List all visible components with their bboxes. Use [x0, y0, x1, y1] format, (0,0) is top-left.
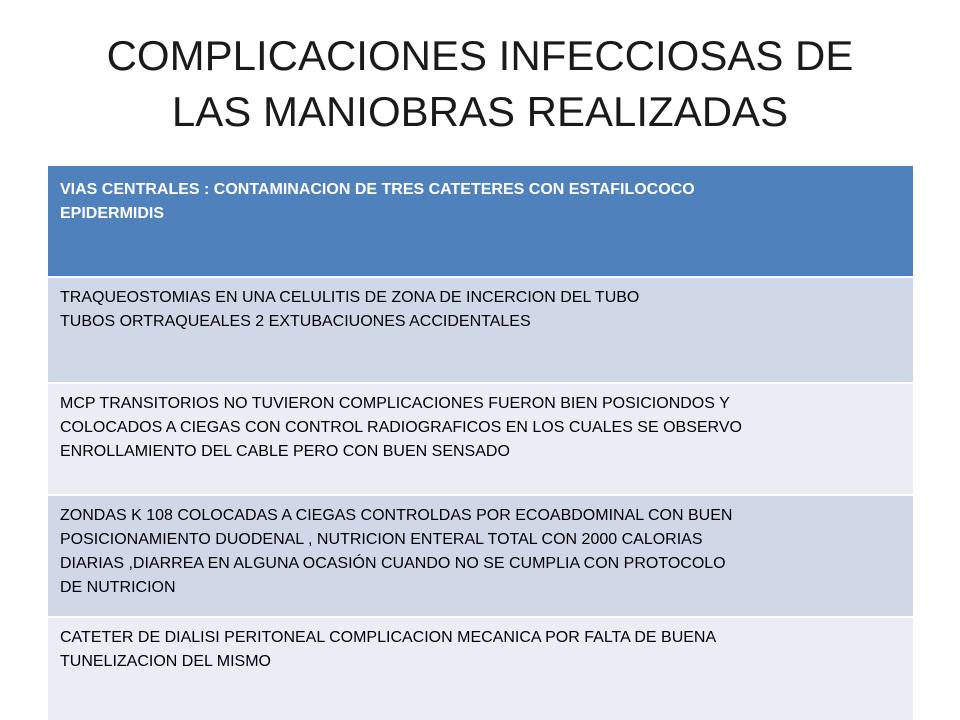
- complications-table: [48, 166, 913, 720]
- cell-text-line: ENROLLAMIENTO DEL CABLE PERO CON BUEN SENSADO: [60, 443, 510, 460]
- table-cell: [48, 617, 913, 720]
- cell-text-line: TUBOS ORTRAQUEALES 2 EXTUBACIUONES ACCIDENTALES: [60, 313, 531, 330]
- table-row-cateter-dialisis: [48, 617, 913, 720]
- slide-title: [60, 28, 900, 158]
- cell-text-line: ZONDAS K 108 COLOCADAS A CIEGAS CONTROLDAS POR ECOABDOMINAL CON BUEN: [60, 507, 733, 524]
- cell-text-line: VIAS CENTRALES : CONTAMINACION DE TRES CATETERES CON ESTAFILOCOCO: [60, 181, 695, 198]
- title-line-1: COMPLICACIONES INFECCIOSAS DE: [106, 32, 854, 79]
- table-row-mcp-transitorios: [48, 383, 913, 495]
- cell-text-line: CATETER DE DIALISI PERITONEAL COMPLICACION MECANICA POR FALTA DE BUENA: [60, 629, 717, 646]
- cell-text-line: EPIDERMIDIS: [60, 205, 165, 222]
- table-cell: [48, 277, 913, 383]
- table-cell: [48, 166, 913, 277]
- cell-text-line: MCP TRANSITORIOS NO TUVIERON COMPLICACIONES FUERON BIEN POSICIONDOS Y: [60, 395, 730, 412]
- title-line-2: LAS MANIOBRAS REALIZADAS: [171, 88, 789, 135]
- cell-text-line: TRAQUEOSTOMIAS EN UNA CELULITIS DE ZONA DE INCERCION DEL TUBO: [60, 289, 640, 306]
- table-cell: [48, 383, 913, 495]
- table-cell: [48, 495, 913, 617]
- cell-text-line: COLOCADOS A CIEGAS CON CONTROL RADIOGRAFICOS EN LOS CUALES SE OBSERVO: [60, 419, 742, 436]
- cell-text-line: DIARIAS ,DIARREA EN ALGUNA OCASIÓN CUANDO NO SE CUMPLIA CON PROTOCOLO: [60, 555, 726, 572]
- cell-text-line: POSICIONAMIENTO DUODENAL , NUTRICION ENTERAL TOTAL CON 2000 CALORIAS: [60, 531, 703, 548]
- cell-text-line: DE NUTRICION: [60, 579, 176, 596]
- table-row-traqueostomias: [48, 277, 913, 383]
- cell-text-line: TUNELIZACION DEL MISMO: [60, 653, 271, 670]
- table-row-vias-centrales: [48, 166, 913, 277]
- table-row-zondas: [48, 495, 913, 617]
